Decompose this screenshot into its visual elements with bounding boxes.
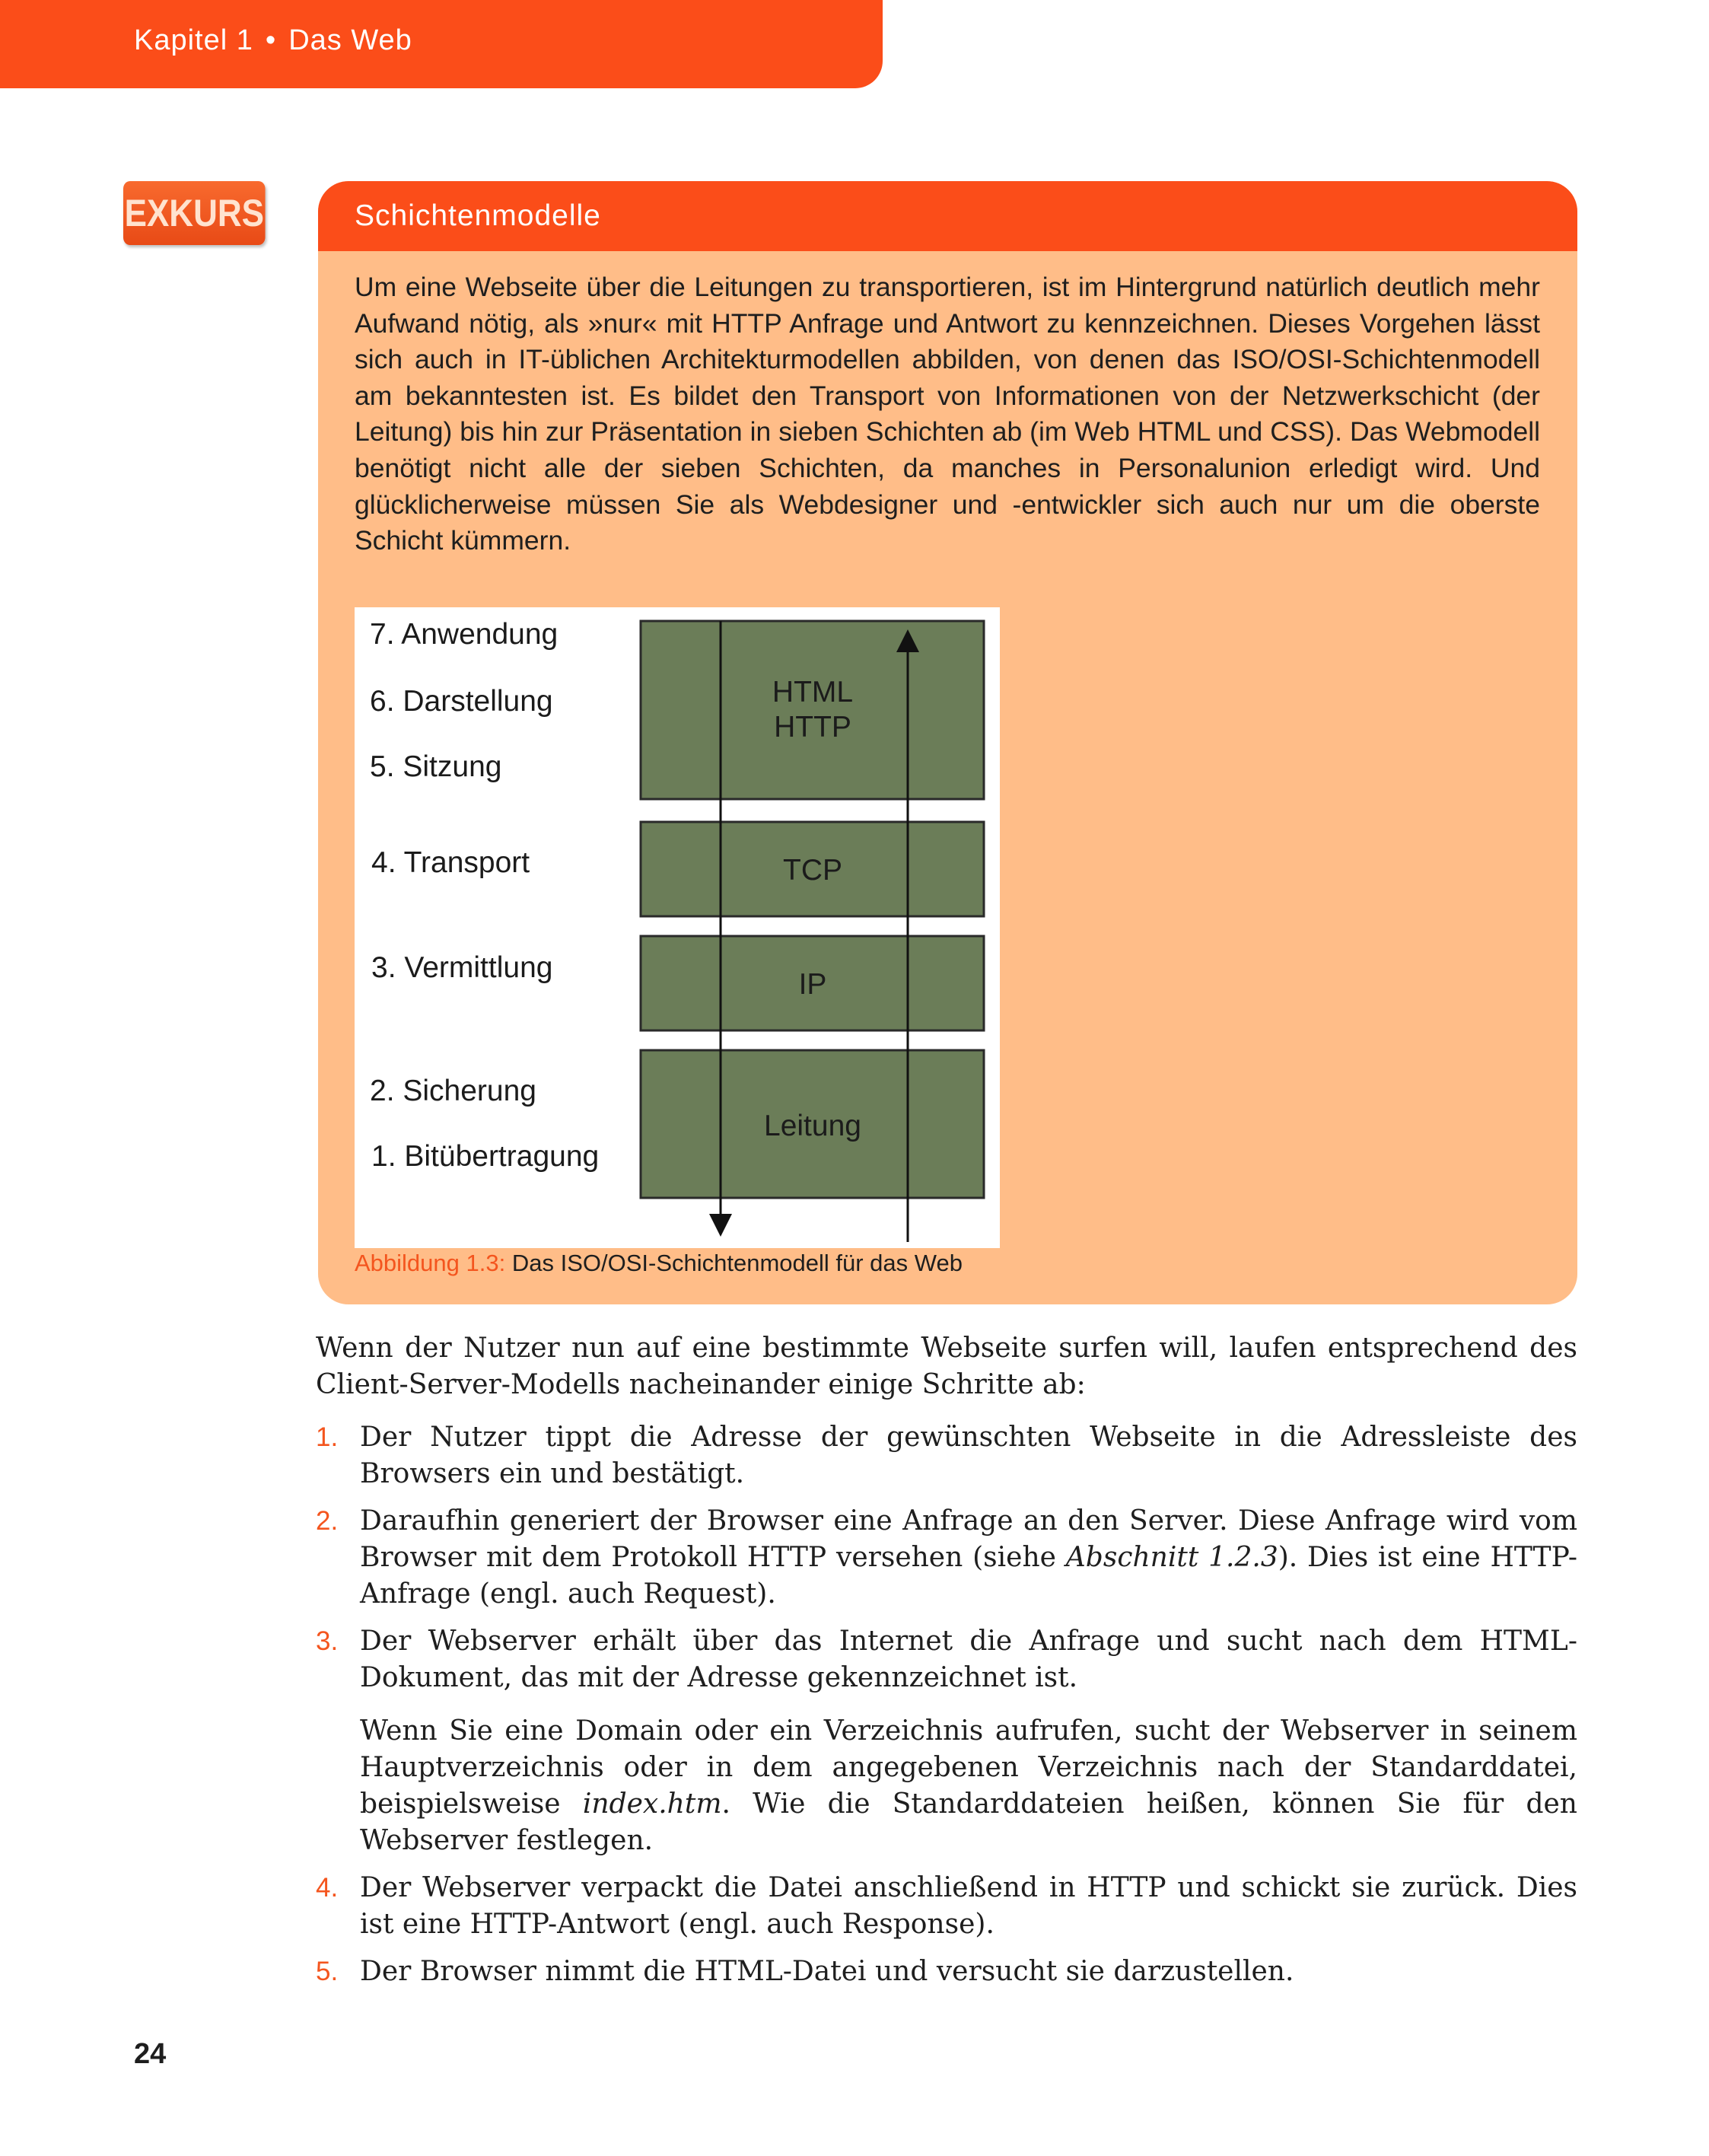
osi-figure <box>355 607 1000 1248</box>
exkurs-header <box>318 181 1577 251</box>
step-note-text-after: . Wie die Standarddateien heißen, können Sie für den Webserver festlegen. <box>360 1788 1577 1856</box>
chapter-header-tab <box>0 0 883 88</box>
layer-label-5: 5. Sitzung <box>370 750 502 783</box>
caption-text: Das ISO/OSI-Schichtenmodell für das Web <box>511 1250 963 1276</box>
figure-caption <box>355 1250 963 1277</box>
list-item <box>316 1954 1577 1990</box>
exkurs-box <box>318 181 1577 1304</box>
intro-paragraph: Wenn der Nutzer nun auf eine bestimmte Webseite surfen will, laufen entsprechend des Client-Server-Modells nacheinander einige Schritte ab: <box>316 1333 1577 1400</box>
step-note <box>360 1713 1577 1859</box>
exkurs-badge: EXKURS <box>123 181 266 245</box>
section-reference: Abschnitt 1.2.3 <box>1065 1542 1278 1573</box>
list-item <box>316 1870 1577 1943</box>
step-number: 1. <box>316 1422 339 1452</box>
chapter-label: Kapitel 1 <box>134 24 253 56</box>
layer-label-3: 3. Vermittlung <box>371 951 553 984</box>
block-label-html: HTML <box>772 676 854 709</box>
step-text: Der Webserver erhält über das Internet die Anfrage und sucht nach dem HTML-Dokument, das mit der Adresse gekennzeichnet ist. <box>360 1626 1577 1693</box>
step-number: 2. <box>316 1506 339 1536</box>
section-label: Das Web <box>288 24 412 56</box>
list-item <box>316 1419 1577 1492</box>
step-number: 5. <box>316 1957 339 1986</box>
steps-list <box>316 1419 1577 2001</box>
step-text: Der Webserver verpackt die Datei anschließend in HTTP und schickt sie zurück. Dies ist eine HTTP-Antwort (engl. auch Response). <box>360 1872 1577 1940</box>
layer-label-7: 7. Anwendung <box>370 618 559 651</box>
step-note-text: Wenn Sie eine Domain oder ein Verzeichnis aufrufen, sucht der Webserver in seinem Hauptverzeichnis oder in dem angegebenen Verzeichnis nach der Standarddatei, beispielsweise <box>360 1715 1577 1820</box>
block-label-ip: IP <box>798 968 827 1001</box>
default-file-name: index.htm <box>582 1788 722 1820</box>
block-label-leitung: Leitung <box>764 1110 861 1142</box>
step-text-after: ). Dies ist eine HTTP-Anfrage (engl. auch Request). <box>360 1542 1577 1610</box>
step-text: Daraufhin generiert der Browser eine Anfrage an den Server. Diese Anfrage wird vom Browser mit dem Protokoll HTTP versehen (siehe <box>360 1505 1577 1573</box>
list-item <box>316 1503 1577 1613</box>
list-item <box>316 1623 1577 1859</box>
block-label-tcp: TCP <box>783 854 842 887</box>
osi-diagram <box>355 607 1000 1248</box>
layer-label-4: 4. Transport <box>371 846 530 879</box>
layer-label-1: 1. Bitübertragung <box>371 1140 600 1173</box>
block-label-http: HTTP <box>774 711 851 744</box>
caption-label: Abbildung 1.3: <box>355 1250 506 1276</box>
block-html-http <box>641 621 984 799</box>
layer-label-2: 2. Sicherung <box>370 1075 536 1107</box>
exkurs-title: Schichtenmodelle <box>355 199 601 232</box>
step-text: Der Nutzer tippt die Adresse der gewünschten Webseite in die Adressleiste des Browsers ein und bestätigt. <box>360 1422 1577 1489</box>
step-text: Der Browser nimmt die HTML-Datei und versucht sie darzustellen. <box>360 1956 1294 1987</box>
chapter-header-text <box>134 24 412 57</box>
step-number: 3. <box>316 1626 339 1656</box>
header-separator: • <box>265 24 277 56</box>
step-number: 4. <box>316 1873 339 1903</box>
page-number: 24 <box>134 2038 167 2070</box>
exkurs-text: Um eine Webseite über die Leitungen zu transportieren, ist im Hintergrund natürlich deutlich mehr Aufwand nötig, als »nur« mit HTTP Anfrage und Antwort zu kennzeichnen. Dieses Vorgehen lässt sich auch in IT-üblichen Architekturmodellen abbilden, von denen das ISO/OSI-Schichtenmodell am bekanntesten ist. Es bildet den Transport von Informationen von der Netzwerkschicht (der Leitung) bis hin zur Präsentation in sieben Schichten ab (im Web HTML und CSS). Das Webmodell benötigt nicht alle der sieben Schichten, da manches in Personalunion erledigt wird. Und glücklicherweise müssen Sie als Webdesigner und -entwickler sich auch nur um die oberste Schicht kümmern. <box>355 272 1540 556</box>
layer-label-6: 6. Darstellung <box>370 685 553 718</box>
